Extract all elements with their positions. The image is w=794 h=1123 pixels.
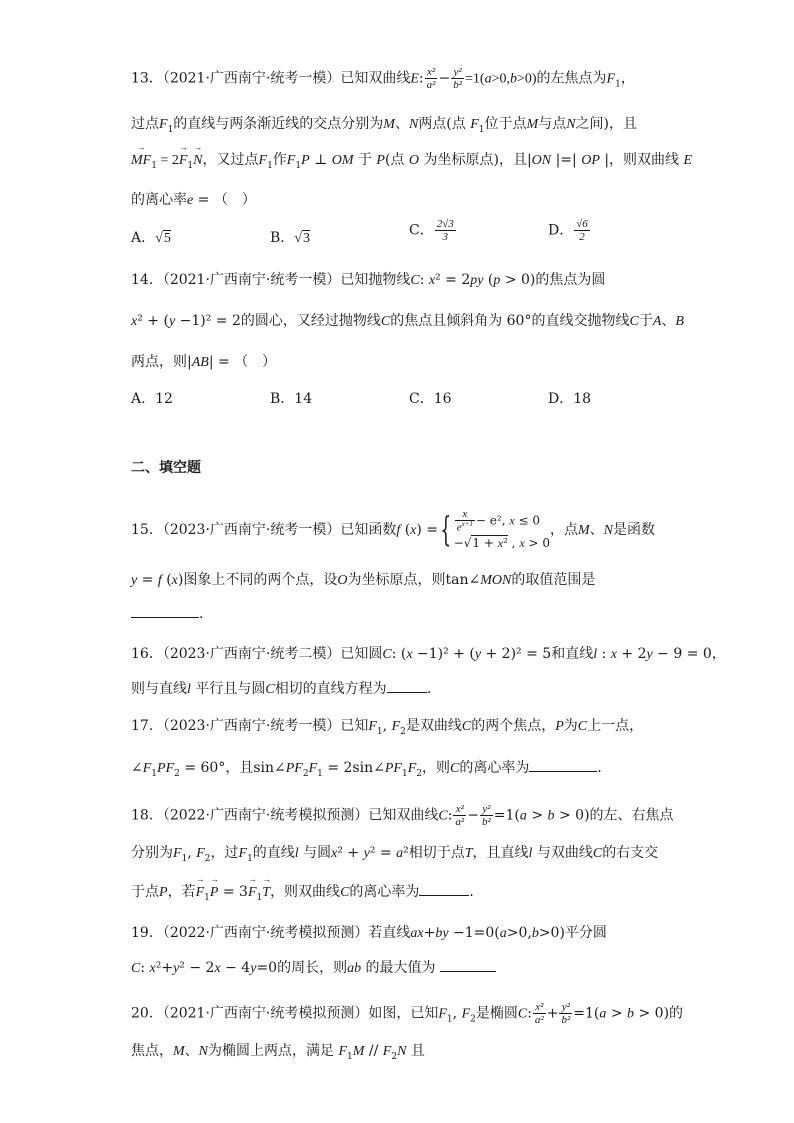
q18-line2: 分别为$F_1$, $F_2$，过$F_1$的直线l 与圆x² + y² = a²相切于点T，且直线l 与双曲线C的右支交 xyxy=(131,845,659,864)
q13-line2: 过点$F_1$的直线与两条渐近线的交点分别为M、N两点(点 $F_1$位于点M与点N之间)，且 xyxy=(131,116,638,135)
q18-source: （2022·广西南宁·统考模拟预测） xyxy=(162,807,369,824)
q20-line1: 20．（2021·广西南宁·统考模拟预测）如图，已知$F_1$, $F_2$是椭圆C: $\frac{\text{x²}}{\text{a²}}$ + $\frac{\text{y²}}{\text{b²}}$ =1(a > b > 0)的 xyxy=(131,1001,684,1027)
q13-line1: 13．（2021·广西南宁·统考一模）已知双曲线E: $\frac{\text{x²}}{\text{a²}}$ − $\frac{\text{y²}}{\text{b²}}$ =1(a>0,b>0)的左焦点为$F_1$， xyxy=(131,66,635,92)
q14-line2: x² + (y −1)² = 2的圆心，又经过抛物线C的焦点且倾斜角为 60°的直线交抛物线C于A、B xyxy=(131,313,684,329)
q13-option-d[interactable]: D． $\frac{√6}{2}$ xyxy=(548,218,588,244)
q15-line2: y = f (x)图象上不同的两个点，设O为坐标原点，则tan∠MON的取值范围是 xyxy=(131,572,596,588)
q14-option-c[interactable]: C．16 xyxy=(409,391,452,407)
formula: $\frac{\text{x²}}{\text{a²}}$ xyxy=(426,66,436,92)
q14-option-b[interactable]: B．14 xyxy=(270,391,313,407)
q15-source: （2023·广西南宁·统考一模） xyxy=(162,521,341,538)
q18-number: 18． xyxy=(131,807,163,824)
q19-source: （2022·广西南宁·统考模拟预测） xyxy=(162,925,369,941)
q17-answer-blank[interactable] xyxy=(529,771,597,772)
q17-source: （2023·广西南宁·统考一模） xyxy=(162,718,341,734)
q19-answer-blank[interactable] xyxy=(440,971,496,972)
q18-line3: 于点P，若→ $F_1\to P = 3\to F_1\to T$，则双曲线C的离心率为 ． xyxy=(131,884,483,904)
q14-line1: 14．（2021·广西南宁·统考一模）已知抛物线C: x² = 2py (p > 0)的焦点为圆 xyxy=(131,272,606,288)
section-title: 二、填空题 xyxy=(131,460,201,476)
q18-line1: 18．（2022·广西南宁·统考模拟预测）已知双曲线C: $\frac{\text{x²}}{\text{a²}}$ − $\frac{\text{y²}}{\text{b²}}$ =1(a > b > 0)的左、右焦点 xyxy=(131,803,674,829)
q15-line1: 15．（2023·广西南宁·统考一模）已知函数f (x) ={ $\frac{x}{e^{x+1}}$ − e², x ≤ 0 −√1 + x² , x > 0 ，点M、N是函数 xyxy=(131,508,655,550)
q16-answer-blank[interactable] xyxy=(387,692,427,693)
q14-line3: 两点，则|AB| = （ ） xyxy=(131,354,277,370)
q13-option-c[interactable]: C． $\frac{2√3}{3}$ xyxy=(409,218,454,244)
q13-line4: 的离心率e = （ ） xyxy=(131,192,256,208)
q13-option-b[interactable]: B．√3 xyxy=(270,230,310,246)
q16-number: 16． xyxy=(131,646,163,662)
q16-source: （2023·广西南宁·统考二模） xyxy=(162,646,341,662)
q15-number: 15． xyxy=(131,521,163,538)
q17-line2: $\angle F_1PF_2 = 60^\circ$，且$\sin\angle PF_2F_1$ = $2\sin\angle PF_1F_2$，则C的离心率为 ． xyxy=(131,760,612,779)
q15-answer-blank[interactable]: . xyxy=(131,606,203,623)
q13-option-a[interactable]: A．√5 xyxy=(131,230,171,246)
q20-line2: 焦点，M、N为椭圆上两点，满足 $F_1M // F_2N$ 且 xyxy=(131,1043,425,1062)
q13-number: 13． xyxy=(131,70,163,87)
q18-answer-blank[interactable] xyxy=(419,895,469,896)
q13-line3: → $MF_1 = 2\to F_1\to N$，又过点$F_1$作$F_1P$ ⊥ OM 于 P(点 O 为坐标原点)，且|ON |=| OP |，则双曲线 E xyxy=(131,152,692,172)
q16-line2: 则与直线l 平行且与圆C相切的直线方程为 . xyxy=(131,681,432,697)
q19-line2: C: x²+y² − 2x − 4y=0的周长，则ab 的最大值为 xyxy=(131,960,496,978)
q17-line1: 17．（2023·广西南宁·统考一模）已知$F_1$, $F_2$是双曲线C的两个焦点，P为C上一点， xyxy=(131,718,644,737)
q16-line1: 16．（2023·广西南宁·统考二模）已知圆C: (x −1)² + (y + 2)² = 5和直线l : x + 2y − 9 = 0， xyxy=(131,646,726,662)
q20-number: 20． xyxy=(131,1005,163,1022)
q14-source: （2021·广西南宁·统考一模） xyxy=(162,272,341,288)
q19-number: 19． xyxy=(131,925,163,941)
q14-option-d[interactable]: D．18 xyxy=(548,391,592,407)
q14-number: 14． xyxy=(131,272,163,288)
q14-option-a[interactable]: A．12 xyxy=(131,391,173,407)
q20-source: （2021·广西南宁·统考模拟预测） xyxy=(162,1005,369,1022)
q13-source: （2021·广西南宁·统考一模） xyxy=(162,70,341,87)
q17-number: 17． xyxy=(131,718,163,734)
q19-line1: 19．（2022·广西南宁·统考模拟预测）若直线ax+by −1=0(a>0,b>0)平分圆 xyxy=(131,925,607,941)
